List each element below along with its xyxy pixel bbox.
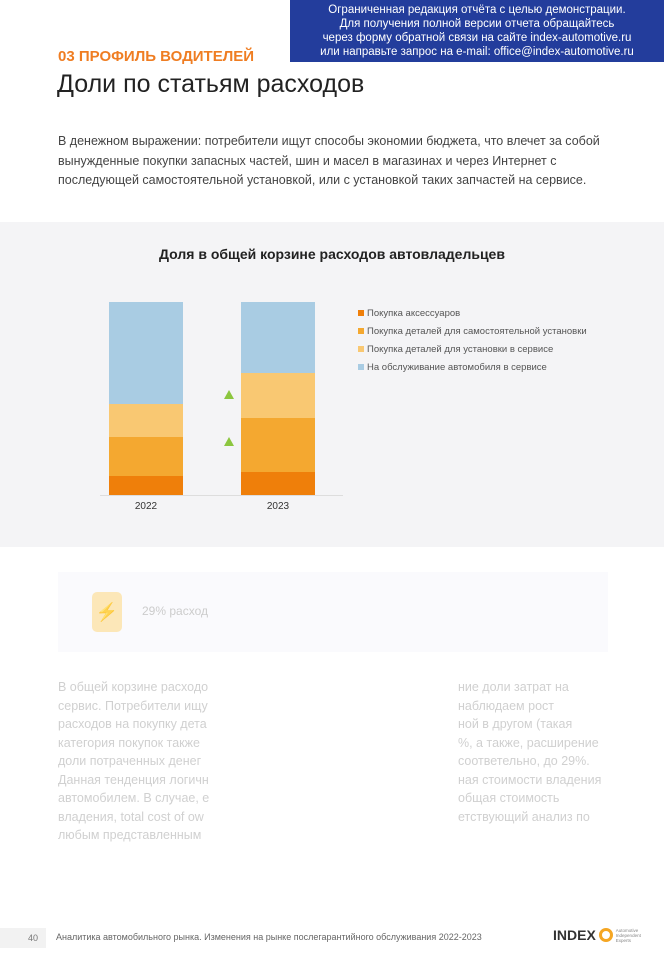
text-line	[58, 697, 608, 716]
demo-banner	[290, 0, 664, 62]
x-tick-label: 2022	[134, 501, 158, 512]
text-fragment: етствующий анализ по	[458, 809, 590, 824]
chart	[0, 222, 664, 547]
text-line	[58, 808, 608, 827]
logo-text: INDEX	[553, 927, 596, 943]
text-line	[58, 678, 608, 697]
index-logo	[553, 927, 644, 943]
lightning-book-icon: ⚡	[92, 592, 122, 632]
text-line	[58, 826, 608, 845]
section-label: 03 ПРОФИЛЬ ВОДИТЕЛЕЙ	[58, 48, 255, 65]
bar-segment	[241, 472, 315, 495]
text-fragment: доли потраченных денег	[58, 754, 202, 768]
legend-item	[358, 322, 587, 340]
text-fragment: любым представленным	[58, 828, 202, 842]
text-line	[58, 789, 608, 808]
legend-label: Покупка деталей для установки в сервисе	[367, 343, 554, 355]
increase-arrow-icon	[224, 390, 234, 399]
text-fragment: автомобилем. В случае, е	[58, 791, 210, 805]
x-axis	[100, 495, 343, 496]
bar-segment	[109, 476, 183, 495]
legend-swatch	[358, 346, 364, 352]
page-title: Доли по статьям расходов	[57, 70, 365, 98]
highlight-text: 29% расход	[142, 604, 208, 618]
text-fragment: Данная тенденция логичн	[58, 772, 209, 787]
legend-label: Покупка деталей для самостоятельной установки	[367, 325, 587, 337]
text-fragment: категория покупок также	[58, 735, 200, 750]
legend-item	[358, 358, 587, 376]
legend-swatch	[358, 310, 364, 316]
banner-line: через форму обратной связи на сайте index-automotive.ru	[322, 32, 632, 44]
text-fragment: ная стоимости владения	[458, 772, 602, 787]
logo-subtitle: Automotive Independent Experts	[615, 927, 641, 943]
chart-title: Доля в общей корзине расходов автовладельцев	[159, 246, 505, 262]
banner-line: Ограниченная редакция отчёта с целью демонстрации.	[328, 4, 626, 16]
legend-item	[358, 304, 587, 322]
banner-line: Для получения полной версии отчета обращайтесь	[339, 18, 615, 30]
legend	[358, 304, 587, 376]
text-fragment: %, а также, расширение	[458, 735, 599, 750]
banner-line: или направьте запрос на e-mail: office@index-automotive.ru	[320, 46, 634, 58]
bar-2022	[109, 302, 183, 495]
bar-segment	[241, 418, 315, 472]
text-line	[58, 715, 608, 734]
lead-paragraph: В денежном выражении: потребители ищут способы экономии бюджета, что влечет за собой вынужденные покупки запасных частей, шин и масел в магазинах и через Интернет с последующей самостоятельной установкой, или с установкой таких запчастей на сервисе.	[58, 134, 600, 187]
legend-label: Покупка аксессуаров	[367, 307, 461, 319]
bar-2023	[241, 302, 315, 495]
bar-segment	[109, 302, 183, 404]
text-line	[58, 734, 608, 753]
page-number: 40	[0, 928, 46, 948]
text-fragment: наблюдаем рост	[458, 698, 554, 713]
text-fragment	[458, 826, 608, 845]
text-fragment: сервис. Потребители ищу	[58, 698, 208, 713]
logo-mark-icon	[599, 928, 613, 942]
footer-text: Аналитика автомобильного рынка. Изменения на рынке послегарантийного обслуживания 2022-2023	[56, 932, 482, 942]
text-fragment: ной в другом (такая	[458, 717, 573, 731]
legend-swatch	[358, 328, 364, 334]
bar-segment	[109, 404, 183, 437]
x-tick-label: 2023	[266, 501, 290, 512]
bar-segment	[241, 373, 315, 417]
highlight-card	[58, 572, 608, 652]
text-fragment: общая стоимость	[458, 791, 560, 805]
legend-item	[358, 340, 587, 358]
text-line	[58, 752, 608, 771]
text-fragment: В общей корзине расходо	[58, 680, 209, 694]
text-fragment: владения, total cost of ow	[58, 809, 204, 824]
bar-segment	[241, 302, 315, 373]
legend-swatch	[358, 364, 364, 370]
legend-label: На обслуживание автомобиля в сервисе	[367, 361, 547, 373]
text-line	[58, 771, 608, 790]
text-fragment: расходов на покупку дета	[58, 717, 207, 731]
increase-arrow-icon	[224, 437, 234, 446]
bar-segment	[109, 437, 183, 476]
body-paragraph	[58, 678, 608, 845]
text-fragment: ние доли затрат на	[458, 680, 569, 694]
text-fragment: соответельно, до 29%.	[458, 754, 590, 768]
